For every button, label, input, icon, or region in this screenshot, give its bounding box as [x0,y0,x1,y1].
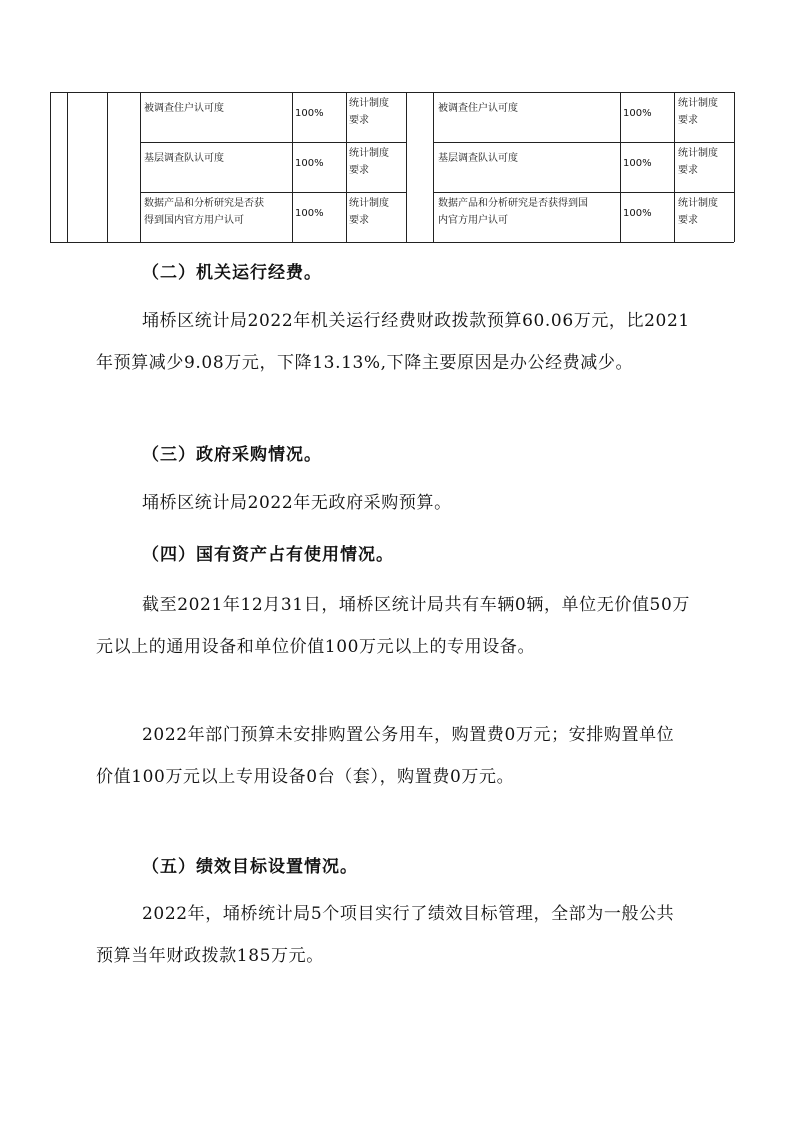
left-indicator-name: 基层调查队认可度 [144,153,224,164]
right-indicator-value: 100% [623,158,652,169]
right-indicator-value: 100% [623,108,652,119]
left-indicator-value: 100% [295,208,324,219]
section-paragraph: 埇桥区统计局2022年无政府采购预算。 [142,493,452,513]
left-indicator-value: 100% [295,158,324,169]
left-indicator-value: 100% [295,108,324,119]
right-indicator-name: 基层调查队认可度 [438,153,518,164]
section-heading: （四）国有资产占有使用情况。 [142,545,394,565]
section-paragraph: 截至2021年12月31日，埇桥区统计局共有车辆0辆，单位无价值50万元以上的通用设备和单位价值100万元以上的专用设备。 [96,595,690,657]
right-indicator-basis: 统计制度 要求 [678,198,718,226]
left-indicator-name: 数据产品和分析研究是否获 得到国内官方用户认可 [144,198,264,226]
left-indicator-basis: 统计制度 要求 [349,198,389,226]
indicator-table [50,92,734,242]
section-heading: （五）绩效目标设置情况。 [142,857,358,877]
right-indicator-basis: 统计制度 要求 [678,148,718,176]
right-indicator-name: 数据产品和分析研究是否获得到国 内官方用户认可 [438,198,588,226]
section-heading: （二）机关运行经费。 [142,263,322,283]
right-indicator-basis: 统计制度 要求 [678,98,718,126]
right-indicator-value: 100% [623,208,652,219]
left-indicator-basis: 统计制度 要求 [349,98,389,126]
section-paragraph: 2022年，埇桥统计局5个项目实行了绩效目标管理，全部为一般公共预算当年财政拨款185万元。 [96,904,675,966]
section-paragraph: 埇桥区统计局2022年机关运行经费财政拨款预算60.06万元，比2021年预算减少9.08万元，下降13.13%,下降主要原因是办公经费减少。 [96,311,690,373]
section-paragraph: 2022年部门预算未安排购置公务用车，购置费0万元；安排购置单位价值100万元以上专用设备0台（套），购置费0万元。 [96,725,675,787]
section-heading: （三）政府采购情况。 [142,445,322,465]
left-indicator-name: 被调查住户认可度 [144,103,224,114]
right-indicator-name: 被调查住户认可度 [438,103,518,114]
left-indicator-basis: 统计制度 要求 [349,148,389,176]
